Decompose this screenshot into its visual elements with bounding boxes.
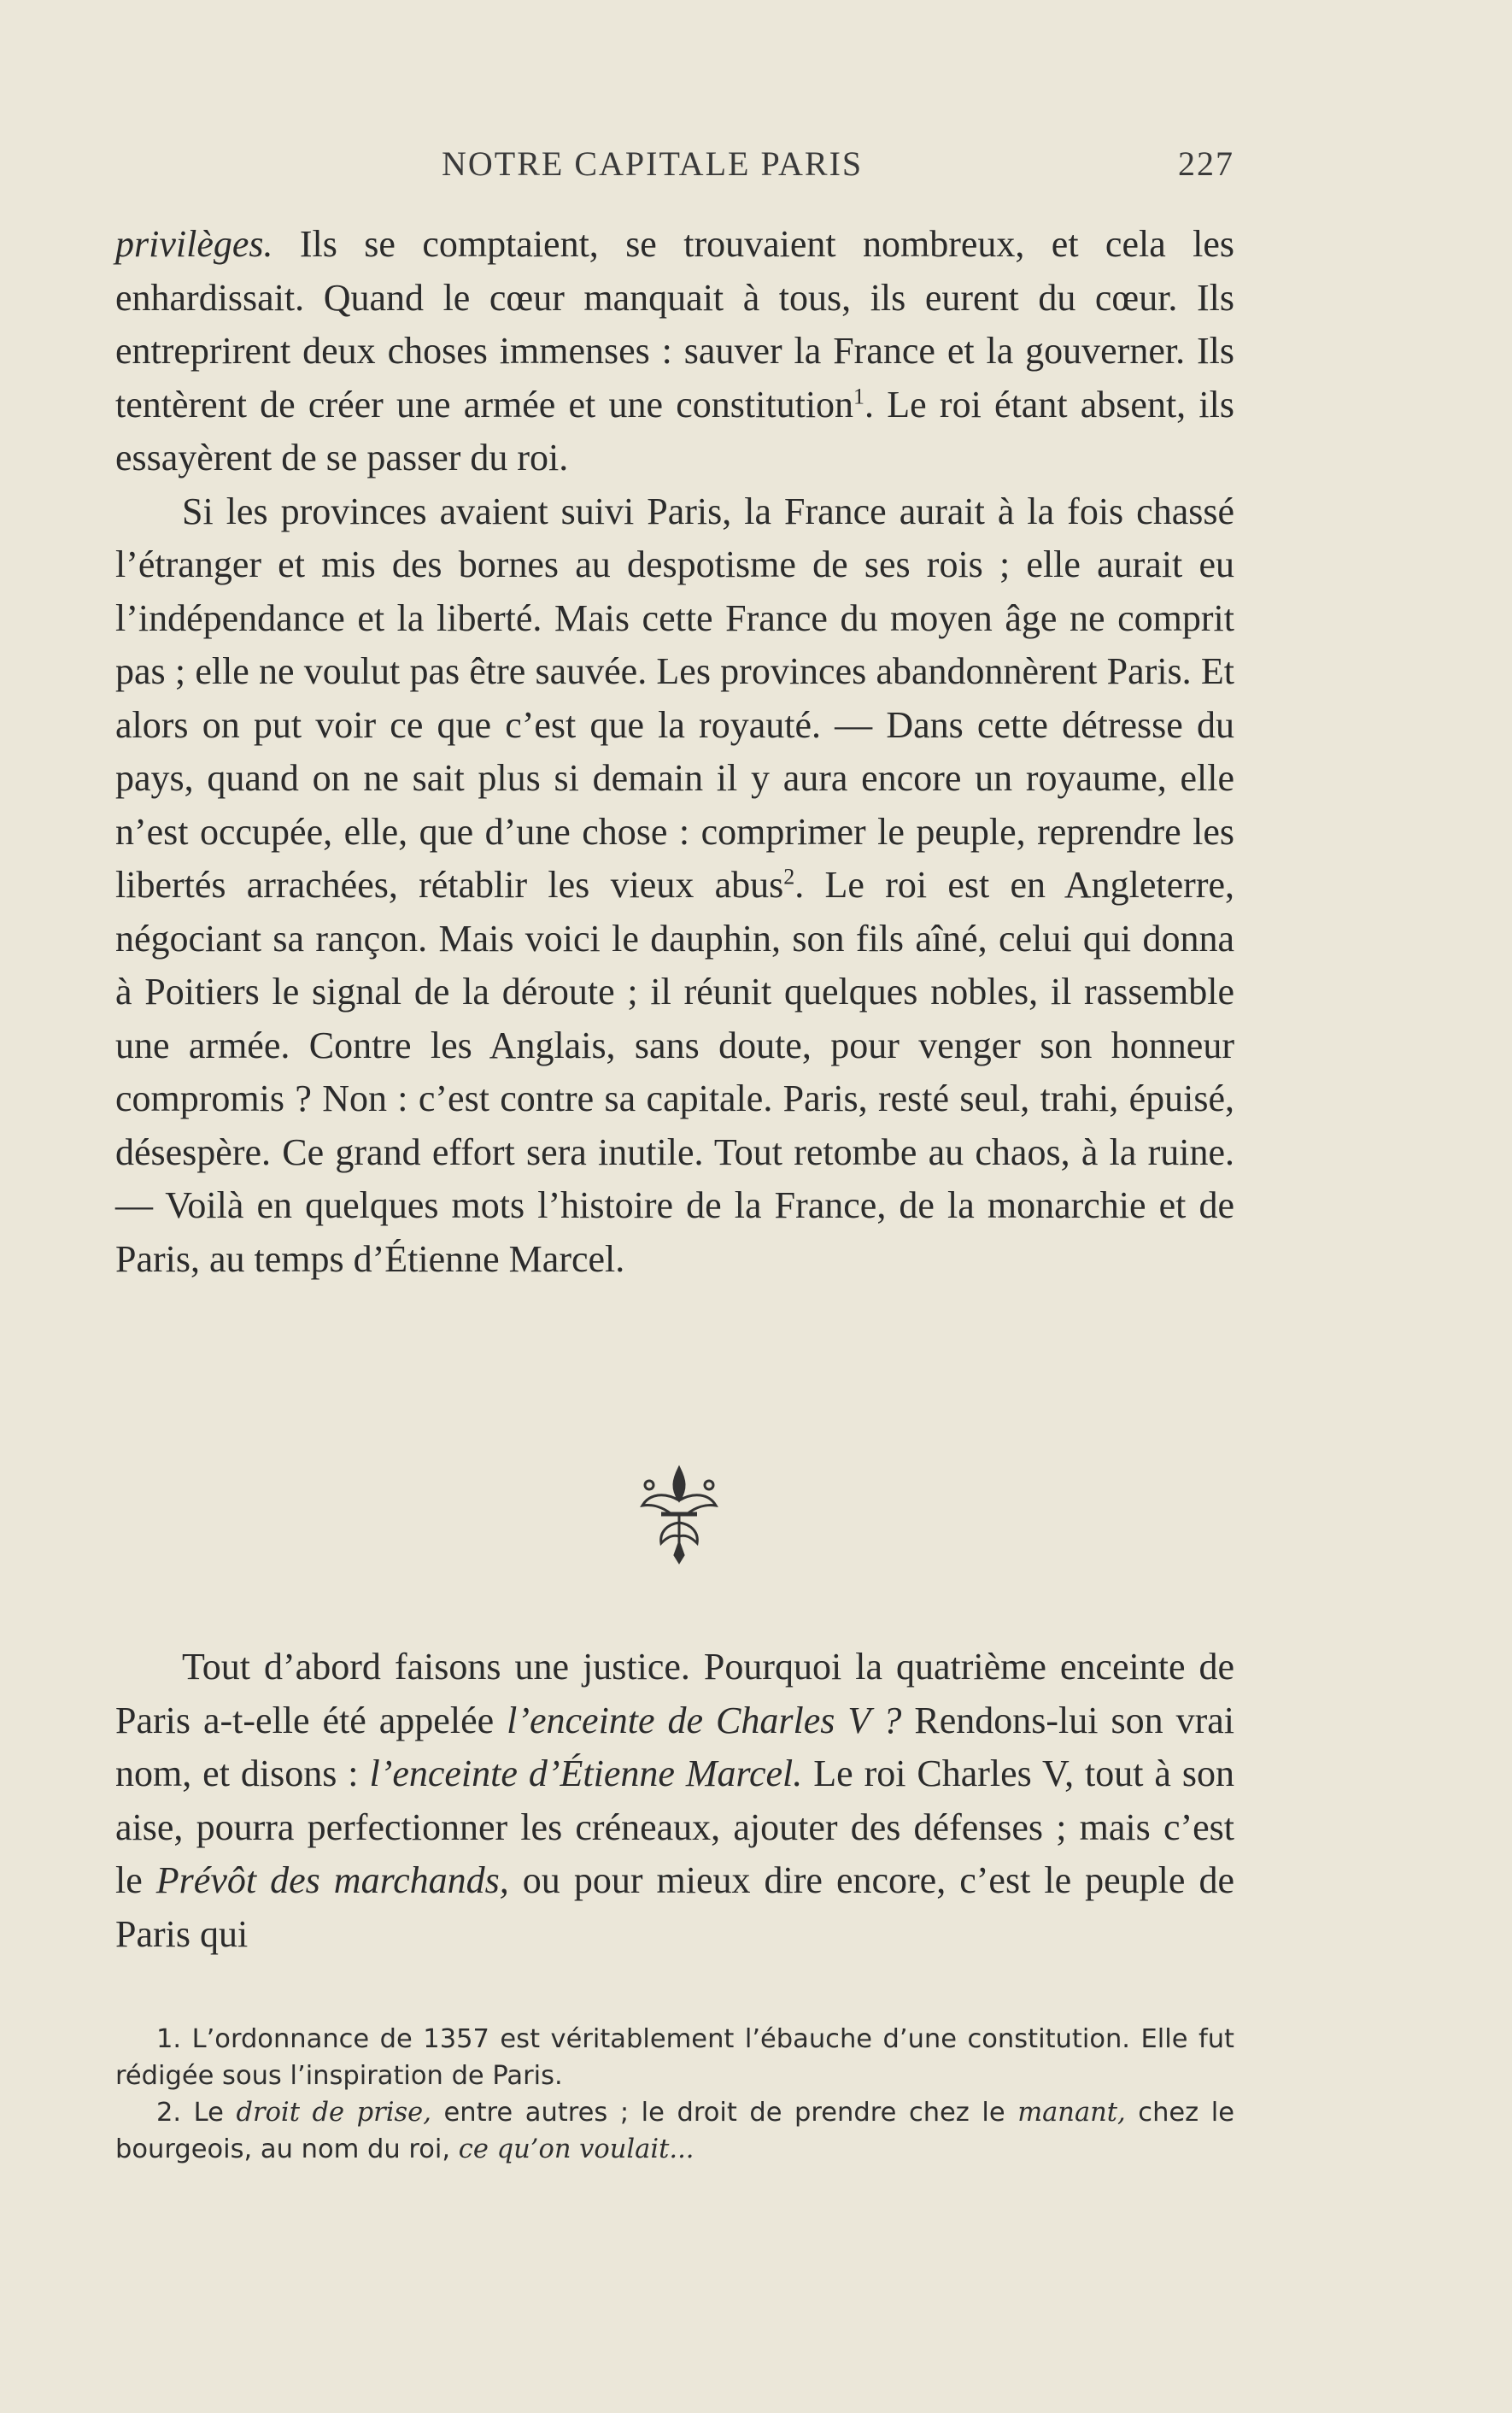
footnote-2-italic: droit de prise,: [236, 2098, 431, 2128]
paragraph-2-end: . Le roi est en Angleterre, négociant sa rançon. Mais voici le dauphin, son fils aîné, celui qui donna à Poitiers le signal de la déroute ; il réunit quelques nobles, il rassemble une armée. Contre les Anglais, sans doute, pour venger son honneur compromis ? Non : c’est contre sa capitale. Paris, resté seul, trahi, épuisé, désespère. Ce grand effort sera inutile. Tout retombe au chaos, à la ruine. — Voilà en quelques mots l’histoire de la France, de la monarchie et de Paris, au temps d’Étienne Marcel.: [115, 864, 1234, 1280]
main-text-upper: [115, 218, 1234, 1286]
footnote-2-text-3: chez le bourgeois, au nom du roi,: [115, 2098, 1234, 2164]
footnotes: [115, 2021, 1234, 2168]
footnote-1: 1. L’ordonnance de 1357 est véritablement l’ébauche d’une constitution. Elle fut rédigée sous l’inspiration de Paris.: [115, 2024, 1234, 2091]
footnote-2: [115, 2094, 1234, 2168]
footnote-ref-1: 1: [853, 383, 865, 408]
running-head: [115, 144, 1234, 195]
paragraph-2: [115, 485, 1234, 1287]
paragraph-2-text: Si les provinces avaient suivi Paris, la France aurait à la fois chassé l’étranger et mis des bornes au despotisme de ses rois ; elle aurait eu l’indépendance et la liberté. Mais cette France du moyen âge ne comprit pas ; elle ne voulut pas être sauvée. Les provinces abandonnèrent Paris. Et alors on put voir ce que c’est que la royauté. — Dans cette détresse du pays, quand on ne sait plus si demain il y aura encore un royaume, elle n’est occupée, elle, que d’une chose : comprimer le peuple, reprendre les libertés arrachées, rétablir les vieux abus: [115, 490, 1234, 906]
paragraph-1: [115, 218, 1234, 485]
paragraph-1-text: Ils se comptaient, se trouvaient nombreux, et cela les enhardissait. Quand le cœur manquait à tous, ils eurent du cœur. Ils entreprirent deux choses immenses : sauver la France et la gouverner. Ils tentèrent de créer une armée et une constitution: [115, 223, 1234, 426]
fleur-de-lis-ornament-icon: [624, 1461, 735, 1572]
page-number: 227: [1178, 144, 1234, 183]
paragraph-3-text-2: Rendons-lui son vrai nom, et disons :: [115, 1699, 1234, 1794]
footnote-2-text-2: entre autres ; le droit de prendre chez le: [431, 2098, 1018, 2128]
footnote-ref-2: 2: [783, 864, 795, 889]
italic-phrase-3: Prévôt des marchands,: [155, 1859, 509, 1901]
italic-phrase-2: l’enceinte d’Étienne Marcel.: [369, 1753, 803, 1794]
italic-word: privilèges.: [115, 223, 273, 265]
paragraph-3-text: Tout d’abord faisons une justice. Pourquoi la quatrième enceinte de Paris a-t-elle été appelée: [115, 1646, 1234, 1741]
main-text-lower: [115, 1641, 1234, 1961]
italic-phrase: l’enceinte de Charles V ?: [507, 1699, 902, 1741]
paragraph-1-end: . Le roi étant absent, ils essayèrent de se passer du roi.: [115, 383, 1234, 478]
running-title: NOTRE CAPITALE PARIS: [442, 144, 864, 183]
paragraph-3-text-4: ou pour mieux dire encore, c’est le peuple de Paris qui: [115, 1859, 1234, 1955]
paragraph-3-text-3: Le roi Charles V, tout à son aise, pourra perfectionner les créneaux, ajouter des défenses ; mais c’est le: [115, 1753, 1235, 1901]
paragraph-3: [115, 1641, 1234, 1961]
footnote-2-text: 2. Le: [156, 2098, 237, 2128]
footnote-2-italic-2: manant,: [1017, 2098, 1126, 2128]
footnote-2-italic-3: ce qu’on voulait...: [458, 2134, 694, 2164]
